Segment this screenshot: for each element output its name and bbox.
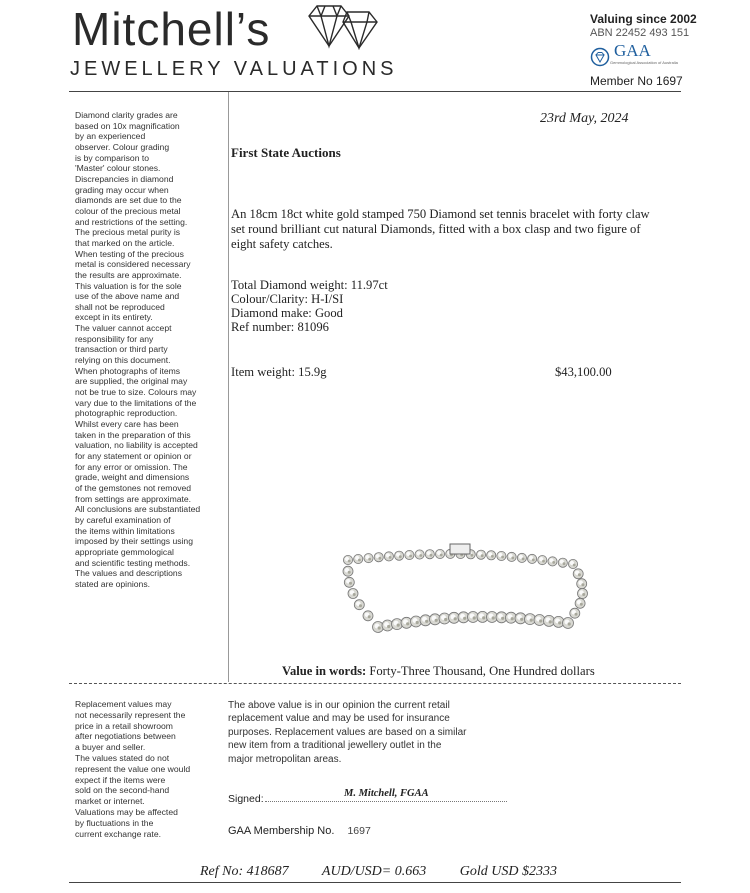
- text-line: of the gemstones not removed: [75, 482, 192, 493]
- text-line: The precious metal purity is: [75, 227, 181, 238]
- text-line: vary due to the limitations of the: [75, 397, 197, 408]
- section-divider: [69, 683, 681, 684]
- gaa-logo: [590, 41, 750, 70]
- text-line: Total Diamond weight: 11.97ct: [231, 278, 388, 292]
- text-line: The values stated do not: [75, 752, 170, 763]
- text-line: 'Master' colour stones.: [75, 163, 161, 174]
- value-words-text: Forty-Three Thousand, One Hundred dollars: [369, 664, 595, 678]
- text-line: for any error or omission. The: [75, 461, 188, 472]
- text-line: Colour/Clarity: H-I/SI: [231, 292, 344, 306]
- text-line: not be true to size. Colours may: [75, 387, 197, 398]
- text-line: and restrictions of the setting.: [75, 216, 188, 227]
- text-line: photographic reproduction.: [75, 408, 178, 419]
- text-line: a buyer and seller.: [75, 742, 146, 753]
- text-line: transaction or third party: [75, 344, 168, 355]
- valuation-date: 23rd May, 2024: [540, 111, 629, 126]
- text-line: is by comparison to: [75, 152, 150, 163]
- text-line: The values and descriptions: [75, 568, 183, 579]
- text-line: stated are opinions.: [75, 578, 151, 589]
- text-line: diamonds are set due to the: [75, 195, 182, 206]
- text-line: for any statement or opinion or: [75, 451, 192, 461]
- gaa-seal-icon: [590, 47, 610, 67]
- text-line: When testing of the precious: [75, 248, 184, 259]
- text-line: based on 10x magnification: [75, 120, 180, 131]
- text-line: Whilst every care has been: [75, 419, 179, 430]
- brand-subtitle: JEWELLERY VALUATIONS: [70, 58, 398, 80]
- text-line: sold on the second-hand: [75, 785, 170, 796]
- text-line: price in a retail showroom: [75, 720, 173, 731]
- member-number: Member No 1697: [590, 74, 683, 88]
- diamond-icon: [307, 2, 379, 50]
- column-divider: [228, 92, 229, 682]
- text-line: by an experienced: [75, 131, 146, 142]
- gaa-membership: [228, 825, 371, 837]
- abn: ABN 22452 493 151: [590, 27, 690, 39]
- text-line: the items within limitations: [75, 525, 175, 536]
- header-divider: [69, 91, 681, 92]
- text-line: Discrepancies in diamond: [75, 173, 174, 184]
- gaa-logo-caption: Gemmological Association of Australia: [610, 60, 678, 65]
- gold-price: Gold USD $2333: [459, 864, 557, 879]
- text-line: grading may occur when: [75, 184, 169, 195]
- text-line: not necessarily represent the: [75, 709, 186, 720]
- text-line: from settings are approximate.: [75, 493, 192, 504]
- text-line: relying on this document.: [75, 355, 171, 366]
- text-line: except in its entirety.: [75, 312, 153, 323]
- signed-label: Signed:: [228, 793, 264, 805]
- brand-name: Mitchell’s: [72, 3, 271, 55]
- text-line: after negotiations between: [75, 731, 176, 742]
- text-line: by fluctuations in the: [75, 817, 154, 828]
- header-info: [590, 12, 750, 88]
- replacement-disclaimer: [75, 699, 223, 839]
- signer-name: M. Mitchell, FGAA: [344, 788, 429, 799]
- text-line: valuation, no liability is accepted: [75, 440, 198, 451]
- text-line: appropriate gemmological: [75, 546, 174, 557]
- text-line: current exchange rate.: [75, 828, 161, 839]
- text-line: metal is considered necessary: [75, 259, 191, 270]
- text-line: The above value is in our opinion the current retail: [228, 700, 450, 711]
- text-line: shall not be reproduced: [75, 301, 165, 312]
- text-line: are supplied, the original may: [75, 376, 188, 387]
- text-line: replacement value and may be used for insurance: [228, 713, 450, 725]
- text-line: expect if the items were: [75, 774, 166, 785]
- text-line: All conclusions are substantiated: [75, 504, 201, 515]
- text-line: represent the value one would: [75, 763, 191, 774]
- insurance-statement: [228, 699, 518, 766]
- text-line: Replacement values may: [75, 699, 172, 709]
- value-words-label: Value in words:: [282, 664, 367, 678]
- gaa-logo-text: GAA: [614, 41, 651, 60]
- exchange-rate: AUD/USD= 0.663: [321, 864, 427, 879]
- text-line: This valuation is for the sole: [75, 280, 182, 291]
- item-description: An 18cm 18ct white gold stamped 750 Diamond set tennis bracelet with forty claw set round brilliant cut natural Diamonds, fitted with a box clasp and two figure of eight safety catches.: [231, 207, 650, 251]
- item-weight: Item weight: 15.9g: [231, 365, 327, 379]
- gaa-membership-number: 1697: [347, 825, 371, 837]
- text-line: the results are approximate.: [75, 269, 182, 280]
- valuing-since: Valuing since 2002: [590, 12, 697, 26]
- text-line: observer. Colour grading: [75, 141, 170, 152]
- diamond-specs: [231, 278, 388, 334]
- footer-info: [200, 864, 557, 880]
- gaa-membership-label: GAA Membership No.: [228, 825, 335, 837]
- text-line: use of the above name and: [75, 291, 180, 302]
- text-line: When photographs of items: [75, 365, 181, 376]
- footer-divider: [69, 882, 681, 883]
- text-line: major metropolitan areas.: [228, 753, 342, 765]
- text-line: imposed by their settings using: [75, 536, 193, 547]
- ref-number: Ref No: 418687: [200, 864, 289, 879]
- text-line: Valuations may be affected: [75, 806, 178, 817]
- text-line: new item from a traditional jewellery outlet in the: [228, 740, 442, 752]
- text-line: colour of the precious metal: [75, 205, 181, 216]
- text-line: grade, weight and dimensions: [75, 472, 190, 483]
- text-line: market or internet.: [75, 796, 145, 807]
- client-name: First State Auctions: [231, 145, 341, 160]
- text-line: and scientific testing methods.: [75, 557, 191, 568]
- bracelet-photo: [338, 538, 593, 648]
- text-line: The valuer cannot accept: [75, 323, 172, 334]
- text-line: Ref number: 81096: [231, 320, 329, 334]
- text-line: Diamond clarity grades are: [75, 110, 178, 120]
- disclaimer-text: [75, 110, 225, 590]
- valuation-price: $43,100.00: [555, 365, 612, 379]
- text-line: by careful examination of: [75, 514, 171, 525]
- text-line: responsibility for any: [75, 333, 154, 344]
- text-line: taken in the preparation of this: [75, 429, 191, 440]
- text-line: purposes. Replacement values are based on a similar: [228, 726, 467, 738]
- text-line: that marked on the article.: [75, 237, 175, 248]
- signature-line: [265, 801, 507, 802]
- text-line: Diamond make: Good: [231, 306, 343, 320]
- value-in-words: [282, 664, 595, 679]
